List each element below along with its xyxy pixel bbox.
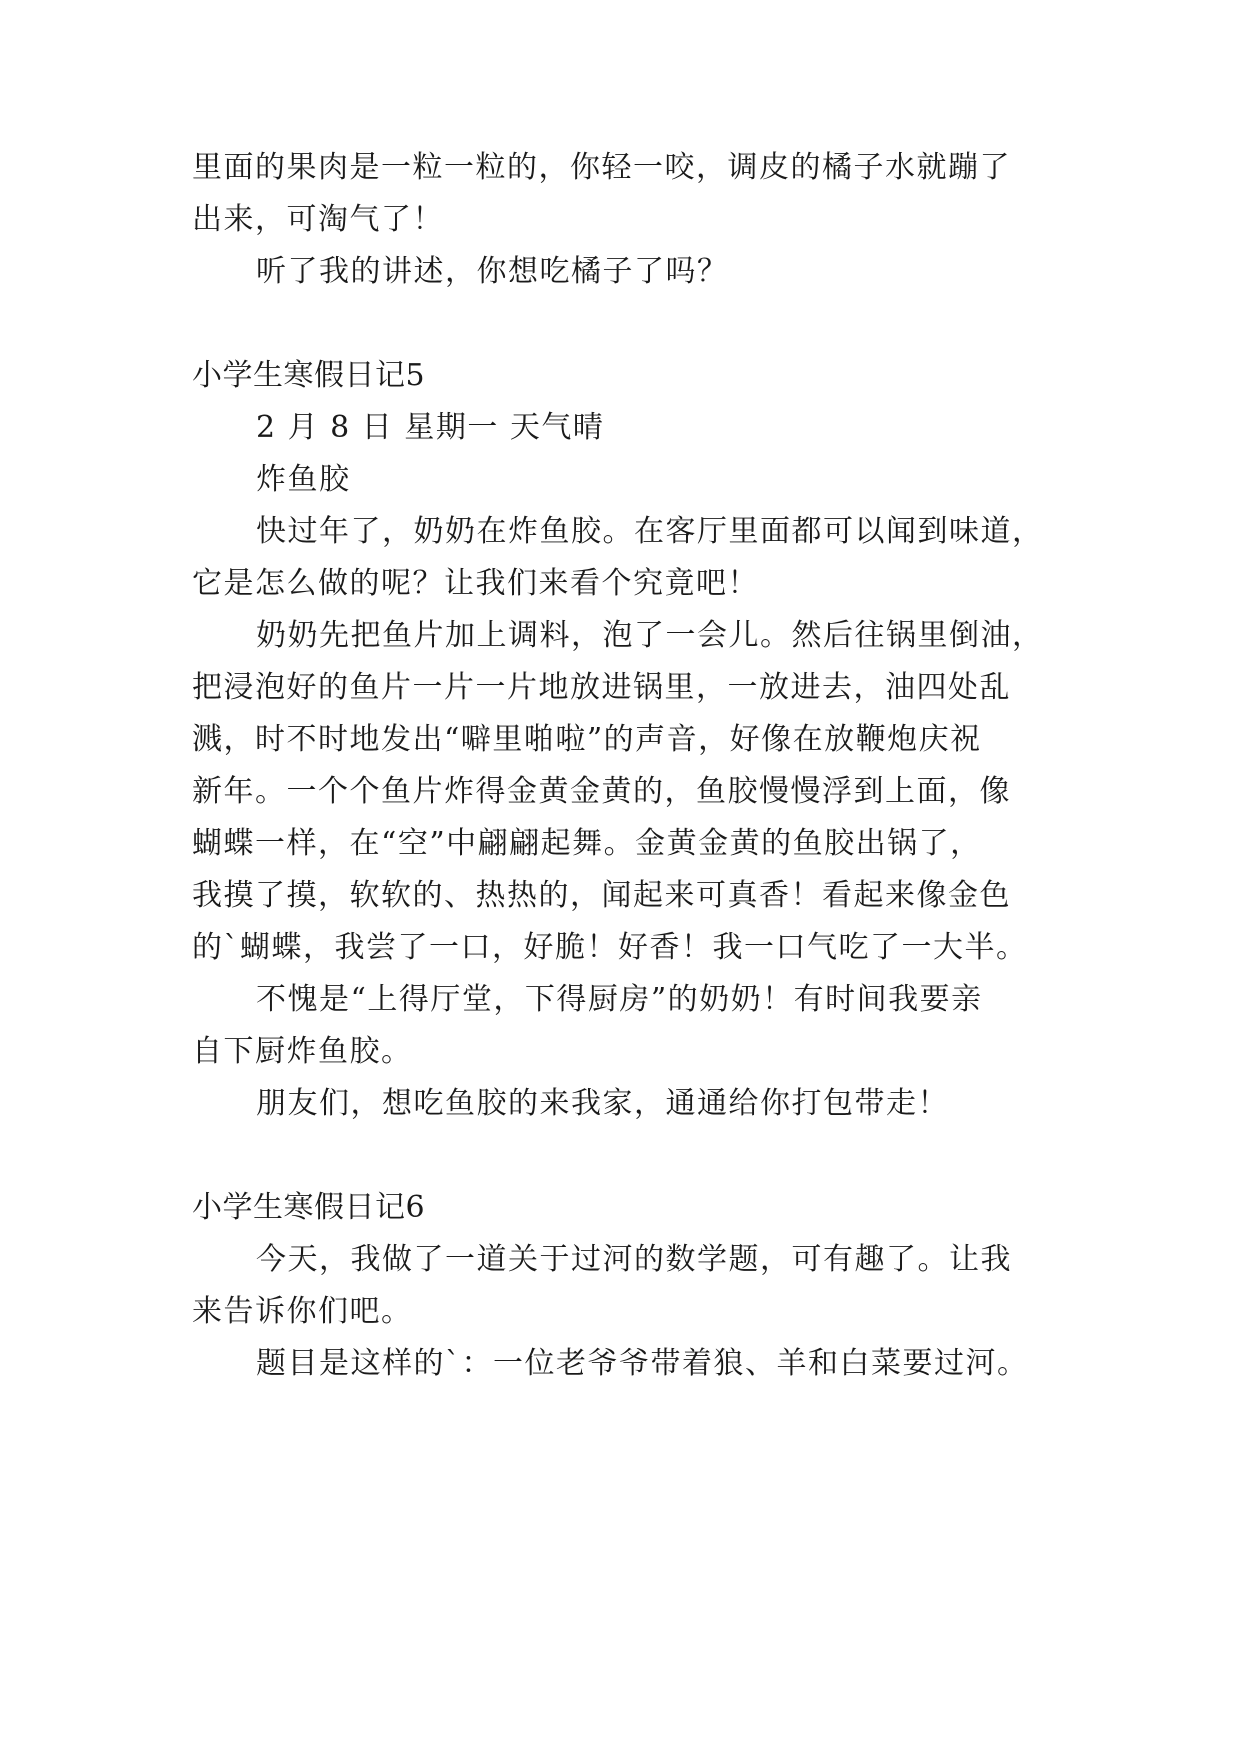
- paragraph-line: 题目是这样的`：一位老爷爷带着狼、羊和白菜要过河。: [256, 1346, 1029, 1381]
- diary-title: 炸鱼胶: [256, 462, 351, 497]
- paragraph-line: 里面的果肉是一粒一粒的，你轻一咬，调皮的橘子水就蹦了: [192, 150, 1011, 185]
- section-heading-diary-5: 小学生寒假日记5: [192, 358, 426, 393]
- paragraph-line: 它是怎么做的呢？让我们来看个究竟吧！: [192, 566, 759, 601]
- paragraph-line: 我摸了摸，软软的、热热的，闻起来可真香！看起来像金色: [192, 878, 1011, 913]
- paragraph-line: 今天，我做了一道关于过河的数学题，可有趣了。让我: [256, 1242, 1012, 1277]
- paragraph-line: 来告诉你们吧。: [192, 1294, 413, 1329]
- paragraph-line: 的`蝴蝶，我尝了一口，好脆！好香！我一口气吃了一大半。: [192, 930, 1028, 965]
- paragraph-line: 新年。一个个鱼片炸得金黄金黄的，鱼胶慢慢浮到上面，像: [192, 774, 1011, 809]
- section-heading-diary-6: 小学生寒假日记6: [192, 1190, 426, 1225]
- paragraph-line: 快过年了，奶奶在炸鱼胶。在客厅里面都可以闻到味道，: [256, 514, 1044, 549]
- paragraph-line: 听了我的讲述，你想吃橘子了吗？: [256, 254, 729, 289]
- paragraph-line: 奶奶先把鱼片加上调料，泡了一会儿。然后往锅里倒油，: [256, 618, 1044, 653]
- paragraph-line: 蝴蝶一样，在“空”中翩翩起舞。金黄金黄的鱼胶出锅了，: [192, 826, 982, 861]
- paragraph-line: 朋友们，想吃鱼胶的来我家，通通给你打包带走！: [256, 1086, 949, 1121]
- diary-date-line: 2 月 8 日 星期一 天气晴: [256, 410, 605, 445]
- paragraph-line: 溅，时不时地发出“噼里啪啦”的声音，好像在放鞭炮庆祝: [192, 722, 982, 757]
- paragraph-line: 不愧是“上得厅堂，下得厨房”的奶奶！有时间我要亲: [256, 982, 983, 1017]
- paragraph-line: 出来，可淘气了！: [192, 202, 444, 237]
- paragraph-line: 自下厨炸鱼胶。: [192, 1034, 413, 1069]
- paragraph-line: 把浸泡好的鱼片一片一片地放进锅里，一放进去，油四处乱: [192, 670, 1011, 705]
